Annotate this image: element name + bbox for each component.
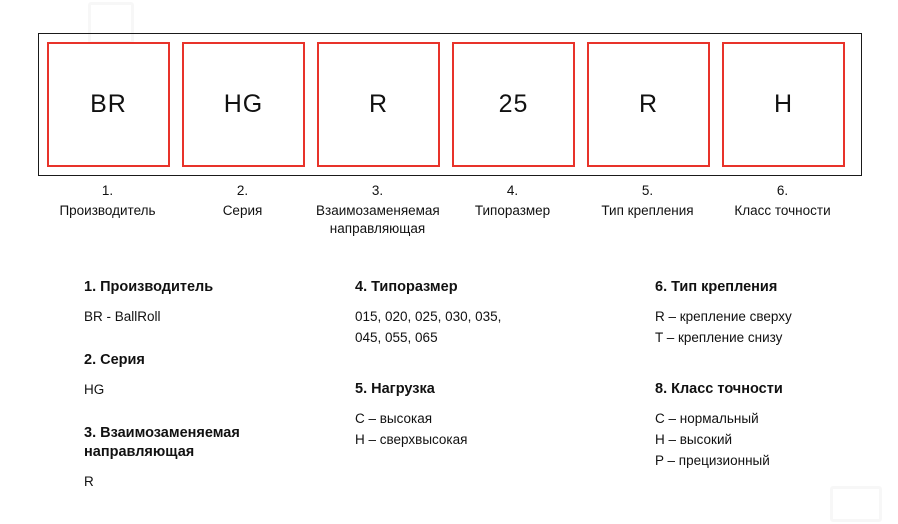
- code-caption-1: [46, 182, 169, 238]
- code-caption-text-3: Взаимозаменяемая направляющая: [316, 203, 440, 236]
- legend-item-series-1: HG: [84, 382, 105, 397]
- code-caption-5: [586, 182, 709, 238]
- code-caption-text-2: Серия: [222, 203, 263, 218]
- code-value-2: HG: [223, 90, 264, 118]
- code-cell-5: [587, 42, 710, 167]
- legend-item-interchangeable-rail-1: R: [84, 474, 94, 489]
- legend-block-series: [84, 351, 324, 400]
- legend-title-accuracy-class: 8. Класс точности: [655, 381, 783, 397]
- legend-block-interchangeable-rail: [84, 424, 324, 492]
- legend-block-accuracy-class: [655, 380, 895, 471]
- code-caption-text-1: Производитель: [59, 203, 156, 218]
- legend-block-size: [355, 278, 605, 348]
- legend-column-1: [84, 278, 324, 506]
- code-cell-4: [452, 42, 575, 167]
- code-cell-row: [39, 34, 861, 175]
- code-value-4: 25: [498, 90, 529, 118]
- code-caption-text-6: Класс точности: [734, 203, 831, 218]
- legend-title-interchangeable-rail: 3. Взаимозаменяемая направляющая: [84, 425, 240, 460]
- legend-item-load-1: C – высокая: [355, 411, 433, 426]
- legend-block-load: [355, 380, 605, 450]
- code-value-3: R: [368, 90, 389, 118]
- code-caption-3: [316, 182, 439, 238]
- legend-title-series: 2. Серия: [84, 352, 145, 368]
- code-caption-text-5: Тип крепления: [601, 203, 694, 218]
- code-caption-number-4: 4.: [506, 183, 519, 198]
- code-caption-text-4: Типоразмер: [474, 203, 551, 218]
- legend: [0, 278, 898, 524]
- code-caption-4: [451, 182, 574, 238]
- product-code-diagram: [38, 33, 862, 176]
- legend-item-accuracy-class-3: P – прецизионный: [655, 453, 770, 468]
- legend-item-size-1: 015, 020, 025, 030, 035,: [355, 309, 502, 324]
- legend-item-accuracy-class-1: C – нормальный: [655, 411, 759, 426]
- code-value-1: BR: [90, 90, 127, 118]
- legend-column-3: [655, 278, 895, 485]
- code-caption-2: [181, 182, 304, 238]
- legend-item-size-2: 045, 055, 065: [355, 330, 438, 345]
- code-cell-2: [182, 42, 305, 167]
- code-value-5: R: [638, 90, 659, 118]
- legend-block-mounting-type: [655, 278, 895, 348]
- code-caption-number-6: 6.: [776, 183, 789, 198]
- legend-item-accuracy-class-2: H – высокий: [655, 432, 733, 447]
- legend-item-mounting-type-2: T – крепление снизу: [655, 330, 783, 345]
- code-caption-6: [721, 182, 844, 238]
- code-caption-row: [38, 182, 862, 238]
- legend-title-size: 4. Типоразмер: [355, 279, 458, 295]
- legend-item-load-2: H – сверхвысокая: [355, 432, 468, 447]
- legend-title-manufacturer: 1. Производитель: [84, 279, 214, 295]
- code-caption-number-3: 3.: [371, 183, 384, 198]
- code-cell-3: [317, 42, 440, 167]
- legend-item-manufacturer-1: BR - BallRoll: [84, 309, 161, 324]
- code-caption-number-2: 2.: [236, 183, 249, 198]
- code-value-6: H: [773, 90, 794, 118]
- legend-title-mounting-type: 6. Тип крепления: [655, 279, 778, 295]
- code-caption-number-5: 5.: [641, 183, 654, 198]
- code-cell-6: [722, 42, 845, 167]
- legend-column-2: [355, 278, 605, 464]
- legend-title-load: 5. Нагрузка: [355, 381, 435, 397]
- legend-block-manufacturer: [84, 278, 324, 327]
- legend-item-mounting-type-1: R – крепление сверху: [655, 309, 792, 324]
- code-cell-1: [47, 42, 170, 167]
- code-caption-number-1: 1.: [101, 183, 114, 198]
